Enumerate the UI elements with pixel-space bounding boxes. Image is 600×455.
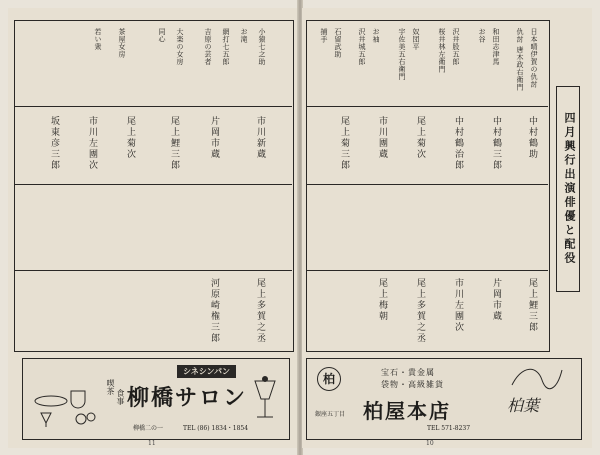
left-actor-5: 市川左團次 [87, 116, 97, 171]
left-page [8, 8, 298, 448]
right-role-3: 和田志津馬 [492, 28, 500, 66]
left-cast-frame [14, 20, 294, 352]
salon-tel: TEL (86) 1834・1854 [183, 425, 249, 432]
right-actor-6: 尾上菊三郎 [339, 116, 349, 171]
right-role-10: 沢井城五郎 [358, 28, 366, 66]
right-page [302, 8, 592, 448]
salon-sub1: 喫茶 [106, 379, 115, 395]
right-role-8: 宇佐美五右衛門 [398, 28, 406, 81]
sweets-illustration [245, 371, 285, 431]
left-actor-1: 市川新蔵 [255, 116, 265, 160]
left-role-4: 吉原の芸者 [204, 28, 212, 66]
left-role-8: 若い衆 [94, 28, 102, 51]
left-actor-8: 河原崎権三郎 [209, 278, 219, 344]
glass-icon [41, 413, 51, 427]
store-tel: TEL 571-8237 [427, 425, 471, 432]
fruit-icon [76, 414, 86, 424]
plate-icon [35, 396, 67, 406]
salon-ad [22, 358, 290, 440]
left-role-1: 小猿七之助 [258, 28, 266, 66]
left-role-5: 大楽の女房 [176, 28, 184, 66]
right-role-7: 奴団平 [412, 28, 420, 51]
right-role-12: 捕手 [320, 28, 328, 43]
right-actor-3: 中村鶴治郎 [453, 116, 463, 171]
left-row-rule-3 [14, 270, 292, 271]
right-actor-5: 市川團蔵 [377, 116, 387, 160]
right-row-rule-1 [306, 106, 548, 107]
right-role-4: お谷 [478, 28, 486, 43]
salon-sub2: 食事 [116, 389, 125, 405]
program-title: 四月興行出演俳優と配役 [556, 86, 580, 292]
right-role-11: 石留武助 [334, 28, 342, 58]
store-category2: 袋物・高級雑貨 [381, 380, 444, 389]
left-actor-7: 尾上多賀之丞 [255, 278, 265, 344]
store-category: 宝石・貴金属 [381, 368, 435, 377]
right-row-rule-3 [306, 270, 548, 271]
left-row-rule-2 [14, 184, 292, 185]
right-role-6: 桜井林左衛門 [438, 28, 446, 73]
left-role-2: お滝 [240, 28, 248, 43]
store-name: 柏屋本店 [363, 399, 451, 423]
right-cast-frame [306, 20, 550, 352]
tableware-illustration [31, 371, 101, 431]
right-actor-10: 尾上多賀之丞 [415, 278, 425, 344]
kashiwa-stamp: 柏 [317, 367, 341, 391]
right-actor-11: 尾上梅朝 [377, 278, 387, 322]
left-actor-6: 坂東彦三郎 [49, 116, 59, 171]
right-actor-7: 尾上鯉三郎 [527, 278, 537, 333]
cup-icon [71, 391, 85, 408]
salon-name: 柳橋サロン [127, 385, 248, 411]
salon-address: 柳橋二の一 [133, 425, 164, 432]
left-actor-2: 片岡市蔵 [209, 116, 219, 160]
right-page-number: 10 [426, 440, 434, 447]
right-actor-2: 中村鶴三郎 [491, 116, 501, 171]
left-actor-4: 尾上菊次 [125, 116, 135, 160]
left-role-7: 茶屋女房 [118, 28, 126, 58]
swirl-icon [507, 365, 567, 395]
left-actor-3: 尾上鯉三郎 [169, 116, 179, 171]
right-actor-4: 尾上菊次 [415, 116, 425, 160]
right-role-1: 日本晴伊賀の仇討 [530, 28, 538, 88]
left-row-rule-1 [14, 106, 292, 107]
right-role-2: 仇討 唐木政右衛門 [516, 28, 524, 91]
right-actor-1: 中村鶴助 [527, 116, 537, 160]
parfait-icon [255, 381, 275, 417]
left-role-6: 同心 [158, 28, 166, 43]
kashiwaya-ad [306, 358, 582, 440]
right-role-5: 沢井股五郎 [452, 28, 460, 66]
fruit-icon-2 [87, 413, 95, 421]
left-role-3: 網打七五郎 [222, 28, 230, 66]
salon-brand-top: シネシンパン [177, 365, 236, 378]
right-actor-8: 片岡市蔵 [491, 278, 501, 322]
cherry-icon [262, 376, 268, 382]
right-row-rule-2 [306, 184, 548, 185]
right-role-9: お袖 [372, 28, 380, 43]
right-actor-9: 市川左團次 [453, 278, 463, 333]
store-brand-script: 柏葉 [507, 396, 540, 415]
store-address: 銀座五丁目 [315, 411, 346, 418]
left-page-number: 11 [148, 440, 156, 447]
